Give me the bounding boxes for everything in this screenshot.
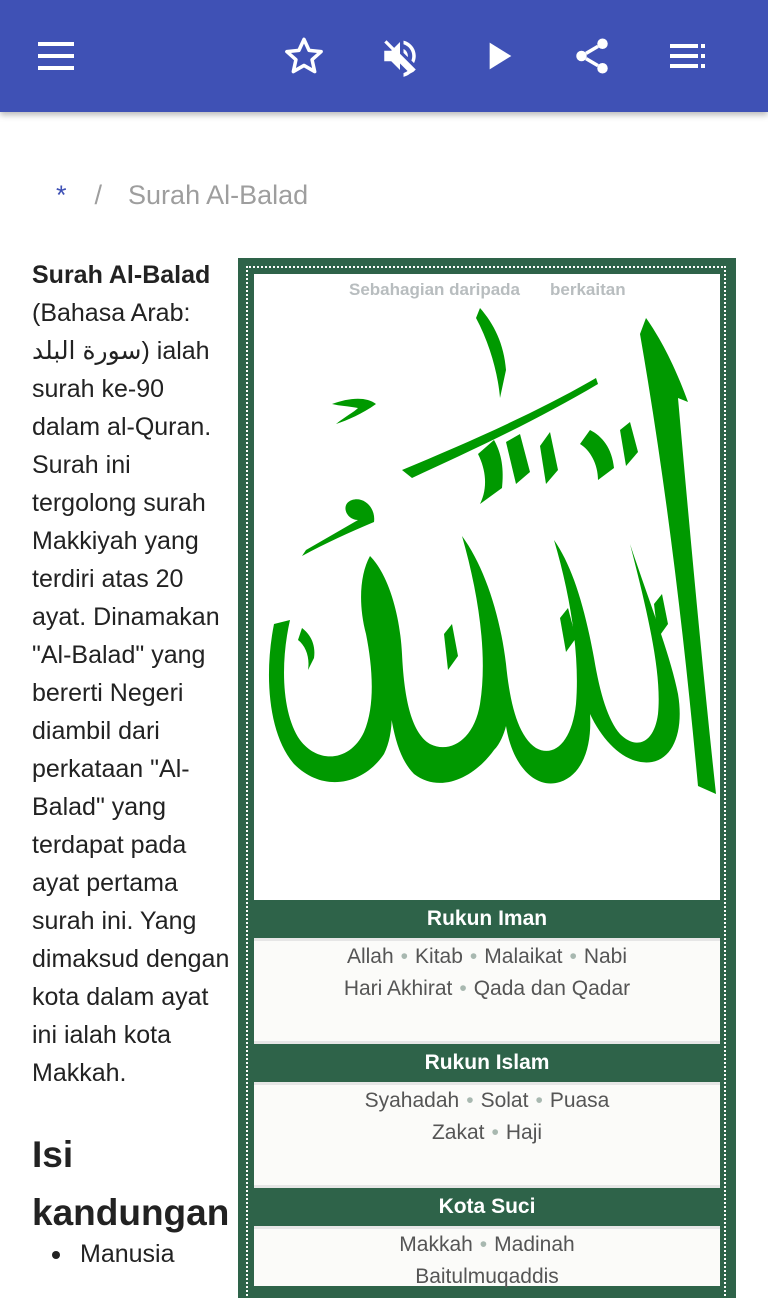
menu-icon: [36, 36, 76, 76]
bullet-icon: [52, 1251, 60, 1259]
caption-part-of[interactable]: Sebahagian daripada: [349, 280, 520, 299]
link-puasa[interactable]: Puasa: [549, 1089, 610, 1112]
link-baitulmuqaddis[interactable]: Baitulmuqaddis: [415, 1265, 559, 1288]
play-button[interactable]: [470, 28, 526, 84]
link-qada-dan-qadar[interactable]: Qada dan Qadar: [473, 977, 631, 1000]
breadcrumb: [56, 180, 308, 211]
app-bar: [0, 0, 768, 112]
section-body-rukun-iman: Allah • Kitab • Malaikat • Nabi Hari Akhirat • Qada dan Qadar: [254, 938, 720, 1044]
contents-list: [32, 1240, 175, 1269]
link-zakat[interactable]: Zakat: [431, 1121, 485, 1144]
article-title-bold: Surah Al-Balad: [32, 261, 211, 289]
link-kitab[interactable]: Kitab: [415, 945, 463, 968]
section-body-rukun-islam: Syahadah • Solat • Puasa Zakat • Haji: [254, 1082, 720, 1188]
link-allah[interactable]: Allah: [346, 945, 394, 968]
mute-button[interactable]: [372, 28, 428, 84]
section-title-rukun-islam: Rukun Islam: [254, 1044, 720, 1082]
play-icon: [478, 36, 518, 76]
playlist-button[interactable]: [660, 28, 716, 84]
article-intro: [32, 256, 238, 1092]
link-solat[interactable]: Solat: [480, 1089, 529, 1112]
breadcrumb-current: Surah Al-Balad: [128, 180, 309, 210]
link-hari-akhirat[interactable]: Hari Akhirat: [343, 977, 453, 1000]
share-icon: [571, 35, 613, 77]
star-icon: [283, 35, 325, 77]
list-item[interactable]: Manusia: [80, 1240, 175, 1268]
calligraphy-graphic: [254, 274, 720, 900]
breadcrumb-home-link[interactable]: *: [56, 180, 67, 210]
link-malaikat[interactable]: Malaikat: [484, 945, 563, 968]
allah-calligraphy-image: [254, 274, 720, 900]
article-body: (Bahasa Arab: سورة البلد) ialah surah ke-90 dalam al-Quran. Surah ini tergolong surah Makkiyah yang terdiri atas 20 ayat. Dinamakan "Al-Balad" yang bererti Negeri diambil dari perkataan "Al-Balad" yang terdapat pada ayat pertama surah ini. Yang dimaksud dengan kota dalam ayat ini ialah kota Makkah.: [32, 299, 230, 1087]
share-button[interactable]: [564, 28, 620, 84]
section-title-rukun-iman: Rukun Iman: [254, 900, 720, 938]
playlist-icon: [668, 36, 708, 76]
favorite-button[interactable]: [276, 28, 332, 84]
breadcrumb-separator: /: [94, 180, 103, 210]
caption-related[interactable]: berkaitan: [550, 280, 626, 299]
link-syahadah[interactable]: Syahadah: [364, 1089, 460, 1112]
link-makkah[interactable]: Makkah: [399, 1233, 473, 1256]
link-haji[interactable]: Haji: [505, 1121, 543, 1144]
menu-button[interactable]: [28, 28, 84, 84]
section-heading: Isi kandungan: [32, 1134, 230, 1233]
volume-off-icon: [379, 35, 421, 77]
section-body-kota-suci: Makkah • Madinah Baitulmuqaddis: [254, 1226, 720, 1286]
section-title-kota-suci: Kota Suci: [254, 1188, 720, 1226]
link-madinah[interactable]: Madinah: [494, 1233, 575, 1256]
link-nabi[interactable]: Nabi: [583, 945, 628, 968]
